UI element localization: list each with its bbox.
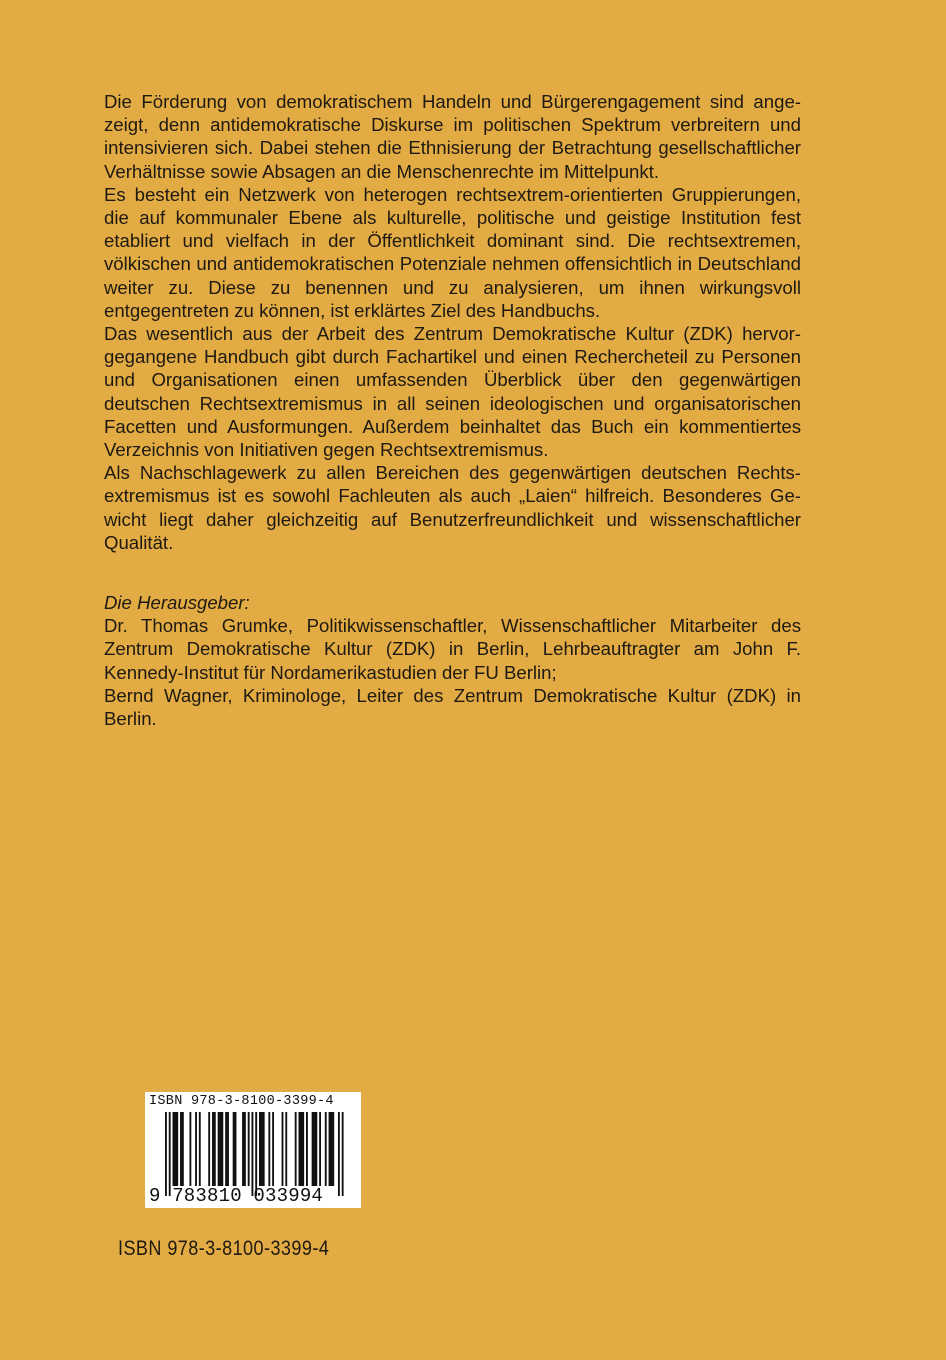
barcode-bar [189,1112,191,1186]
barcode-bar [325,1112,327,1186]
editors-heading: Die Herausgeber: [104,592,250,613]
barcode-bar [165,1112,167,1196]
barcode-bar [312,1112,318,1186]
barcode-bar [251,1112,253,1196]
barcode-bar [199,1112,201,1186]
barcode-bar [218,1112,224,1186]
barcode-bar [298,1112,304,1186]
barcode-bar [306,1112,308,1186]
blurb-paragraph: Es besteht ein Netzwerk von heterogen rechtsextrem-orientierten Gruppierungen, die auf kommunaler Ebene als kulturelle, politische und geistige Institution fest etabliert und vielfach in der Öffentlichkeit dominant sind. Die rechtsextremen, völkischen und antidemokratischen Potenziale nehmen offensichtlich in Deutschland weiter zu. Diese zu benennen und zu analysieren, um ihnen wirkungsvoll entgegentreten zu können, ist erklärtes Ziel des Handbuchs. [104,183,801,321]
blurb-paragraph: Das wesentlich aus der Arbeit des Zentrum Demokratische Kultur (ZDK) hervorgegangene Handbuch gibt durch Fachartikel und einen Rechercheteil zu Personen und Organisationen einen umfassenden Überblick über den gegenwärtigen deutschen Rechtsextremismus in all seinen ideologischen und organisatorischen Facetten und Ausformungen. Außerdem beinhaltet das Buch ein kommentiertes Verzeichnis von Initiativen gegen Rechtsextremismus. [104,323,801,461]
blurb-text [104,90,801,554]
barcode-bar [180,1112,184,1186]
barcode-bar [282,1112,284,1186]
barcode-bar [248,1112,250,1186]
barcode-bar [342,1112,344,1196]
barcode-bar [272,1112,274,1186]
barcode-bar [212,1112,216,1186]
editor-entry: Dr. Thomas Grumke, Politikwissenschaftler, Wissenschaftlicher Mitarbeiter des Zentrum Demokratische Kultur (ZDK) in Berlin, Lehrbeauftragter am John F. Kennedy-Institut für Nordamerikastudien der FU Berlin; [104,615,801,683]
barcode-bar [169,1112,171,1196]
blurb-paragraph: Als Nachschlagewerk zu allen Bereichen des gegenwärtigen deutschen Rechtsextremismus ist es sowohl Fachleuten als auch „Laien“ hilfreich. Besonderes Gewicht liegt daher gleichzeitig auf Benutzerfreundlichkeit und wissenschaftlicher Qualität. [104,462,801,553]
barcode-digits: 9 783810 033994 [149,1185,324,1207]
barcode-bar [242,1112,246,1186]
isbn-footer: ISBN 978-3-8100-3399-4 [118,1237,330,1260]
barcode-bar [225,1112,229,1186]
barcode-isbn-label: ISBN 978-3-8100-3399-4 [149,1094,334,1109]
barcode-bar [195,1112,197,1186]
barcode-bar [233,1112,237,1186]
editors-section [104,591,801,730]
blurb-paragraph: Die Förderung von demokratischem Handeln und Bürgerengagement sind angezeigt, denn antidemokratische Diskurse im politischen Spektrum verbreitern und intensivieren sich. Dabei stehen die Ethnisierung der Betrachtung gesellschaftlicher Verhältnisse sowie Absagen an die Menschenrechte im Mittelpunkt. [104,91,801,182]
barcode-bar [259,1112,265,1186]
barcode-bar [319,1112,321,1186]
barcode-bar [285,1112,287,1186]
barcode-bar [329,1112,335,1186]
barcode-bar [338,1112,340,1196]
barcode-bar [208,1112,210,1186]
barcode-bar [255,1112,257,1196]
barcode-bar [268,1112,270,1186]
barcode [145,1092,361,1208]
barcode-bar [295,1112,297,1186]
editor-entry: Bernd Wagner, Kriminologe, Leiter des Zentrum Demokratische Kultur (ZDK) in Berlin. [104,684,801,730]
barcode-bar [173,1112,179,1186]
